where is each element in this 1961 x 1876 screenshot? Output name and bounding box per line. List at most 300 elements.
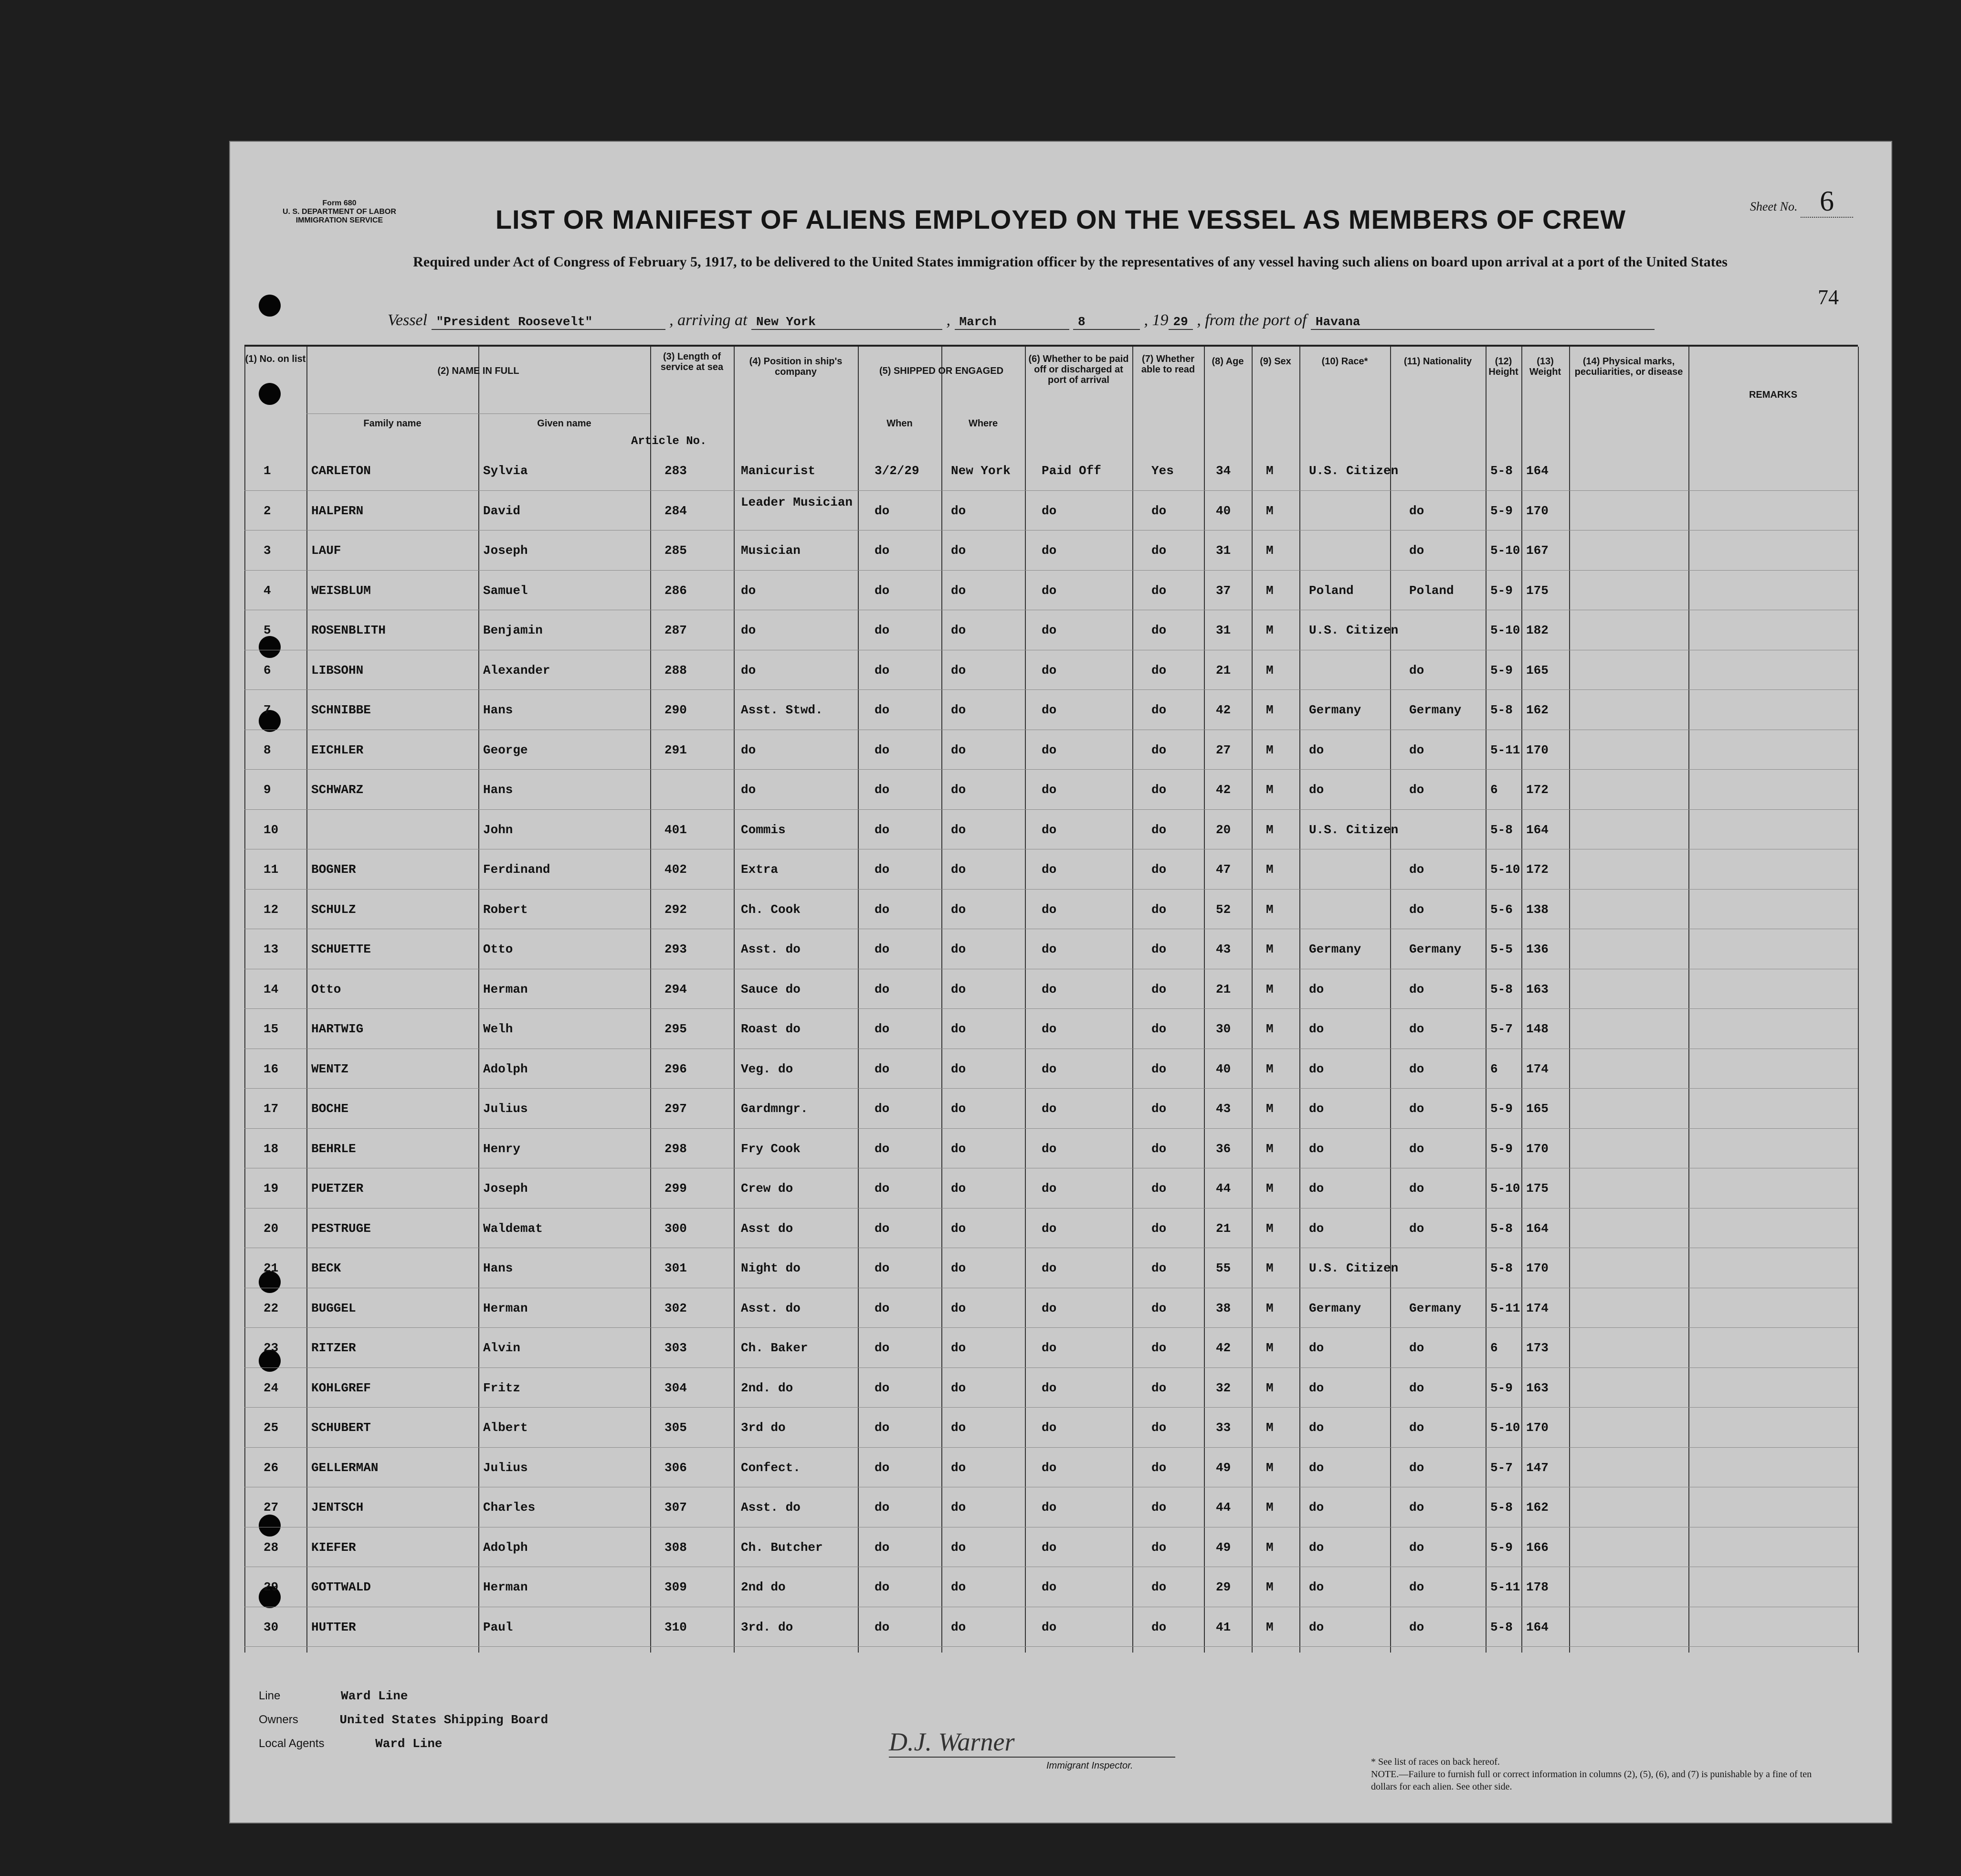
cell-sex: M [1266,583,1274,598]
cell-pos: Asst. do [741,1301,801,1315]
column-rule [1390,347,1391,1653]
cell-read: do [1151,1380,1167,1395]
cell-giv: Herman [483,982,528,996]
cell-where: do [951,1580,966,1594]
cell-age: 33 [1216,1420,1231,1435]
cell-fam: BOCHE [311,1102,349,1116]
form-service: IMMIGRATION SERVICE [295,216,383,224]
cell-ht: 5-8 [1490,1500,1513,1515]
cell-age: 20 [1216,822,1231,837]
cell-wt: 170 [1526,742,1549,757]
cell-n: 23 [264,1341,279,1355]
cell-art: 307 [664,1500,687,1515]
cell-pos: Roast do [741,1022,801,1036]
cell-age: 49 [1216,1460,1231,1475]
cell-pos: do [741,583,756,598]
cell-giv: Robert [483,902,528,917]
cell-ht: 5-9 [1490,1380,1513,1395]
cell-read: do [1151,1061,1167,1076]
cell-pos: Musician [741,543,801,558]
cell-nat: do [1409,1380,1424,1395]
cell-age: 34 [1216,464,1231,478]
cell-fam: PESTRUGE [311,1221,371,1236]
cell-sex: M [1266,1022,1274,1036]
cell-giv: Albert [483,1420,528,1435]
form-department: U. S. DEPARTMENT OF LABOR [283,208,396,216]
cell-when: do [875,1102,890,1116]
manifest-subtitle: Required under Act of Congress of February 5, 1917, to be delivered to the United States immigration officer by the representatives of any vessel having such aliens on board upon arrival at a port of the United States [413,254,1728,270]
cell-ht: 5-7 [1490,1022,1513,1036]
cell-race: do [1309,1500,1324,1515]
sheet-label: Sheet No. [1750,200,1798,213]
cell-where: do [951,583,966,598]
cell-read: do [1151,623,1167,637]
cell-sex: M [1266,1380,1274,1395]
cell-sex: M [1266,1420,1274,1435]
cell-age: 43 [1216,942,1231,956]
cell-age: 47 [1216,862,1231,877]
cell-art: 294 [664,982,687,996]
cell-when: do [875,1061,890,1076]
cell-when: do [875,783,890,797]
header-height: (12) Height [1488,356,1518,377]
cell-ht: 5-8 [1490,703,1513,717]
cell-fam: WEISBLUM [311,583,371,598]
cell-art: 288 [664,663,687,678]
cell-sex: M [1266,1301,1274,1315]
cell-wt: 167 [1526,543,1549,558]
cell-fam: CARLETON [311,464,371,478]
cell-sex: M [1266,862,1274,877]
cell-race: do [1309,1141,1324,1156]
cell-read: do [1151,663,1167,678]
cell-wt: 165 [1526,663,1549,678]
article-header: Article No. [631,435,707,448]
cell-wt: 138 [1526,902,1549,917]
cell-paid: do [1042,1540,1057,1555]
footer-note [1371,1756,1824,1793]
cell-paid: do [1042,1380,1057,1395]
header-given-name: Given name [537,418,591,429]
cell-paid: do [1042,1341,1057,1355]
cell-n: 25 [264,1420,279,1435]
cell-where: do [951,1460,966,1475]
cell-sex: M [1266,742,1274,757]
cell-race: do [1309,1580,1324,1594]
cell-n: 11 [264,862,279,877]
cell-wt: 164 [1526,464,1549,478]
from-label: , from the port of [1197,311,1307,329]
cell-read: do [1151,1580,1167,1594]
cell-nat: do [1409,1620,1424,1634]
cell-read: do [1151,1341,1167,1355]
cell-giv: Benjamin [483,623,543,637]
cell-nat: Germany [1409,942,1462,956]
cell-when: do [875,623,890,637]
cell-where: do [951,1102,966,1116]
cell-pos: Night do [741,1261,801,1275]
cell-giv: Paul [483,1620,513,1634]
column-rule [1521,347,1522,1653]
cell-fam: SCHULZ [311,902,356,917]
cell-paid: do [1042,822,1057,837]
cell-pos: Ch. Baker [741,1341,808,1355]
page-mark: 74 [1818,286,1839,309]
cell-ht: 6 [1490,1061,1498,1076]
cell-wt: 148 [1526,1022,1549,1036]
cell-art: 283 [664,464,687,478]
cell-where: do [951,1141,966,1156]
cell-ht: 5-9 [1490,663,1513,678]
cell-fam: SCHNIBBE [311,703,371,717]
cell-read: do [1151,543,1167,558]
cell-n: 4 [264,583,271,598]
cell-paid: Paid Off [1042,464,1101,478]
cell-nat: Poland [1409,583,1454,598]
cell-paid: do [1042,742,1057,757]
cell-paid: do [1042,1022,1057,1036]
cell-fam: HUTTER [311,1620,356,1634]
cell-paid: do [1042,1061,1057,1076]
cell-paid: do [1042,663,1057,678]
header-position: (4) Position in ship's company [749,356,843,377]
cell-read: do [1151,1301,1167,1315]
cell-pos: Sauce do [741,982,801,996]
cell-sex: M [1266,902,1274,917]
cell-age: 32 [1216,1380,1231,1395]
cell-when: do [875,1380,890,1395]
cell-paid: do [1042,703,1057,717]
cell-when: do [875,1620,890,1634]
cell-ht: 5-8 [1490,1261,1513,1275]
cell-read: do [1151,822,1167,837]
cell-age: 36 [1216,1141,1231,1156]
cell-pos: Commis [741,822,786,837]
row-rule [244,1367,1858,1368]
cell-ht: 5-8 [1490,464,1513,478]
cell-ht: 5-10 [1490,862,1520,877]
cell-fam: BUGGEL [311,1301,356,1315]
cell-wt: 170 [1526,503,1549,518]
cell-race: U.S. Citizen [1309,822,1399,837]
cell-giv: Waldemat [483,1221,543,1236]
column-rule [306,347,307,1653]
cell-wt: 175 [1526,583,1549,598]
cell-fam: BEHRLE [311,1141,356,1156]
cell-sex: M [1266,942,1274,956]
cell-paid: do [1042,1460,1057,1475]
cell-when: do [875,862,890,877]
cell-where: do [951,623,966,637]
cell-giv: Charles [483,1500,536,1515]
cell-art: 402 [664,862,687,877]
row-rule [244,1407,1858,1408]
cell-age: 37 [1216,583,1231,598]
cell-giv: Samuel [483,583,528,598]
cell-age: 30 [1216,1022,1231,1036]
manifest-title: LIST OR MANIFEST OF ALIENS EMPLOYED ON THE VESSEL AS MEMBERS OF CREW [495,204,1626,234]
arrival-port: New York [751,315,942,330]
cell-read: do [1151,1181,1167,1196]
departure-port: Havana [1311,315,1655,330]
cell-giv: Julius [483,1460,528,1475]
cell-sex: M [1266,703,1274,717]
cell-when: do [875,1221,890,1236]
cell-race: U.S. Citizen [1309,1261,1399,1275]
cell-where: do [951,822,966,837]
cell-race: do [1309,1341,1324,1355]
cell-race: Germany [1309,1301,1361,1315]
cell-read: Yes [1151,464,1174,478]
cell-when: do [875,822,890,837]
cell-nat: do [1409,1061,1424,1076]
cell-art: 290 [664,703,687,717]
cell-race: do [1309,1102,1324,1116]
arrival-month: March [955,315,1069,330]
cell-n: 15 [264,1022,279,1036]
cell-n: 13 [264,942,279,956]
cell-wt: 178 [1526,1580,1549,1594]
header-weight: (13) Weight [1529,356,1561,377]
cell-ht: 5-8 [1490,982,1513,996]
cell-when: do [875,902,890,917]
cell-age: 42 [1216,1341,1231,1355]
cell-read: do [1151,1500,1167,1515]
cell-wt: 166 [1526,1540,1549,1555]
owners-value: United States Shipping Board [339,1713,548,1727]
cell-when: do [875,742,890,757]
cell-where: do [951,1301,966,1315]
column-rule [734,347,735,1653]
cell-art: 305 [664,1420,687,1435]
cell-paid: do [1042,783,1057,797]
cell-n: 18 [264,1141,279,1156]
cell-fam: LIBSOHN [311,663,364,678]
cell-where: do [951,543,966,558]
cell-pos: Ch. Butcher [741,1540,823,1555]
header-physical: (14) Physical marks, peculiarities, or disease [1574,356,1683,377]
cell-fam: Otto [311,982,341,996]
cell-age: 42 [1216,703,1231,717]
cell-race: do [1309,742,1324,757]
cell-pos: Asst. Stwd. [741,703,823,717]
cell-art: 292 [664,902,687,917]
cell-race: do [1309,1540,1324,1555]
column-rule [650,347,651,1653]
cell-nat: do [1409,1540,1424,1555]
cell-fam: PUETZER [311,1181,364,1196]
cell-art: 297 [664,1102,687,1116]
cell-nat: Germany [1409,1301,1462,1315]
cell-read: do [1151,1540,1167,1555]
cell-wt: 174 [1526,1301,1549,1315]
cell-race: Germany [1309,703,1361,717]
cell-age: 49 [1216,1540,1231,1555]
cell-nat: do [1409,1221,1424,1236]
cell-read: do [1151,1141,1167,1156]
cell-where: do [951,1500,966,1515]
cell-ht: 5-9 [1490,503,1513,518]
cell-ht: 5-9 [1490,583,1513,598]
header-paid-off: (6) Whether to be paid off or discharged at port of arrival [1028,354,1129,385]
cell-sex: M [1266,1141,1274,1156]
cell-where: do [951,1420,966,1435]
cell-n: 16 [264,1061,279,1076]
cell-where: do [951,1341,966,1355]
inspector-label: Immigrant Inspector. [1046,1760,1133,1771]
cell-n: 26 [264,1460,279,1475]
cell-pos: do [741,663,756,678]
cell-fam: EICHLER [311,742,364,757]
header-nationality: (11) Nationality [1403,356,1472,367]
cell-where: do [951,503,966,518]
column-rule [941,347,942,1653]
cell-race: do [1309,1420,1324,1435]
row-rule [244,1447,1858,1448]
cell-where: do [951,1380,966,1395]
cell-paid: do [1042,982,1057,996]
cell-where: do [951,902,966,917]
cell-fam: BOGNER [311,862,356,877]
cell-fam: ROSENBLITH [311,623,386,637]
cell-sex: M [1266,543,1274,558]
form-number: Form 680 [322,199,357,207]
cell-wt: 165 [1526,1102,1549,1116]
cell-fam: KOHLGREF [311,1380,371,1395]
sheet-number [1750,185,1853,218]
cell-read: do [1151,982,1167,996]
cell-pos: Crew do [741,1181,793,1196]
cell-when: do [875,1540,890,1555]
cell-where: do [951,1620,966,1634]
cell-race: do [1309,1221,1324,1236]
cell-fam: HARTWIG [311,1022,364,1036]
column-rule [1688,347,1689,1653]
cell-race: do [1309,982,1324,996]
cell-n: 5 [264,623,271,637]
header-shipped: (5) SHIPPED OR ENGAGED [879,366,1004,376]
cell-nat: do [1409,1181,1424,1196]
cell-when: do [875,1460,890,1475]
cell-wt: 163 [1526,982,1549,996]
cell-art: 298 [664,1141,687,1156]
cell-race: U.S. Citizen [1309,464,1399,478]
cell-nat: Germany [1409,703,1462,717]
cell-nat: do [1409,783,1424,797]
cell-where: do [951,1061,966,1076]
cell-nat: do [1409,503,1424,518]
column-rule [1132,347,1133,1653]
cell-fam: BECK [311,1261,341,1275]
vessel-label: Vessel [388,311,428,329]
cell-wt: 173 [1526,1341,1549,1355]
cell-n: 30 [264,1620,279,1634]
cell-art: 306 [664,1460,687,1475]
cell-fam: LAUF [311,543,341,558]
cell-race: do [1309,1380,1324,1395]
cell-sex: M [1266,1061,1274,1076]
cell-sex: M [1266,464,1274,478]
row-rule [244,1008,1858,1009]
cell-nat: do [1409,1460,1424,1475]
cell-sex: M [1266,1181,1274,1196]
cell-pos: Fry Cook [741,1141,801,1156]
cell-nat: do [1409,902,1424,917]
cell-age: 55 [1216,1261,1231,1275]
owners-label: Owners [259,1713,298,1726]
cell-paid: do [1042,503,1057,518]
cell-read: do [1151,1460,1167,1475]
header-family-name: Family name [363,418,422,429]
cell-wt: 164 [1526,1221,1549,1236]
cell-age: 21 [1216,982,1231,996]
cell-art: 302 [664,1301,687,1315]
cell-paid: do [1042,623,1057,637]
cell-giv: Welh [483,1022,513,1036]
cell-art: 287 [664,623,687,637]
cell-where: do [951,1221,966,1236]
cell-giv: Herman [483,1301,528,1315]
cell-race: do [1309,1181,1324,1196]
cell-art: 309 [664,1580,687,1594]
header-age: (8) Age [1212,356,1244,367]
cell-where: do [951,1022,966,1036]
cell-giv: Herman [483,1580,528,1594]
cell-nat: do [1409,982,1424,996]
cell-ht: 5-9 [1490,1141,1513,1156]
cell-pos: Leader Musician [741,495,853,509]
header-sex: (9) Sex [1260,356,1291,367]
cell-read: do [1151,703,1167,717]
cell-wt: 172 [1526,862,1549,877]
cell-art: 296 [664,1061,687,1076]
cell-read: do [1151,862,1167,877]
cell-sex: M [1266,1261,1274,1275]
cell-art: 300 [664,1221,687,1236]
cell-n: 17 [264,1102,279,1116]
cell-giv: Sylvia [483,464,528,478]
cell-giv: Alvin [483,1341,521,1355]
cell-pos: Veg. do [741,1061,793,1076]
cell-ht: 5-9 [1490,1102,1513,1116]
cell-sex: M [1266,822,1274,837]
cell-fam: HALPERN [311,503,364,518]
header-when: When [886,418,913,429]
cell-age: 44 [1216,1500,1231,1515]
cell-where: do [951,663,966,678]
cell-fam: GELLERMAN [311,1460,379,1475]
cell-n: 22 [264,1301,279,1315]
cell-art: 308 [664,1540,687,1555]
cell-when: do [875,1341,890,1355]
cell-paid: do [1042,1102,1057,1116]
row-rule [244,1646,1858,1647]
cell-n: 20 [264,1221,279,1236]
column-rule [1252,347,1253,1653]
cell-when: do [875,543,890,558]
cell-fam: KIEFER [311,1540,356,1555]
cell-pos: 2nd do [741,1580,786,1594]
cell-paid: do [1042,1181,1057,1196]
cell-art: 285 [664,543,687,558]
cell-fam: SCHUBERT [311,1420,371,1435]
cell-sex: M [1266,1620,1274,1634]
cell-age: 41 [1216,1620,1231,1634]
cell-ht: 5-8 [1490,822,1513,837]
header-rule [306,413,650,414]
cell-sex: M [1266,1460,1274,1475]
cell-art: 284 [664,503,687,518]
